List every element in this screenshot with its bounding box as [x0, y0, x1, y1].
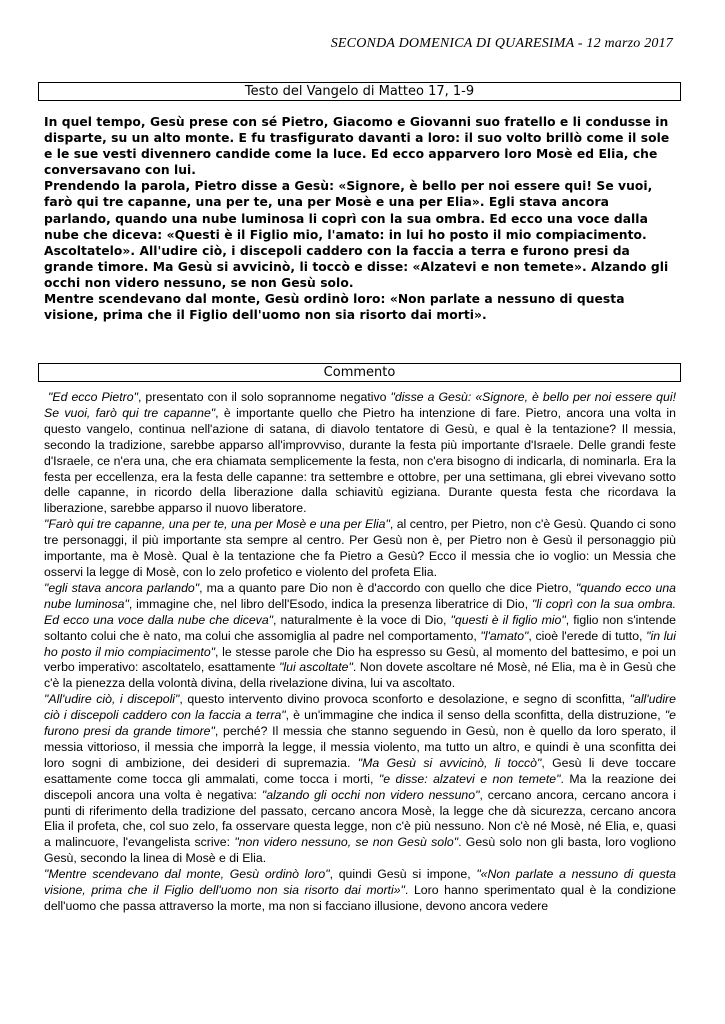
text: . Non dovete ascoltare né Mosè, né Elia, ma è in Gesù che c'è la pienezza della volontà divina, della rivelazione divina, lui va ascoltato.: [44, 660, 676, 691]
gospel-text: [44, 114, 674, 323]
text: , al centro, per Pietro, non c'è Gesù. Quando ci sono tre personaggi, il più importante sta sempre al centro. Per Gesù non è, per Pietro non è Gesù il personaggio più importante, ma è Mosè. Qual è la tentazione che fa Pietro a Gesù? Ecco il messia che io voglio: un Messia che osservi la legge di Mosè, con lo zelo profetico e violento del profeta Elia.: [44, 517, 676, 579]
text: , quindi Gesù si impone,: [329, 867, 477, 882]
text: , immagine che, nel libro dell'Esodo, indica la presenza liberatrice di Dio,: [128, 596, 532, 611]
text: . Ma la reazione dei discepoli ancora una volta è negativa:: [44, 771, 676, 802]
text: , presentato con il solo soprannome negativo: [137, 390, 391, 404]
text: , è un'immagine che indica il senso della sconfitta, della distruzione,: [285, 708, 665, 723]
quote: "«Non parlate a nessuno di questa visione, prima che il Figlio dell'uomo non sia risorto dai morti»": [44, 867, 676, 898]
quote: "All'udire ciò, i discepoli": [44, 692, 180, 707]
quote: "Mentre scendevano dal monte, Gesù ordinò loro": [44, 867, 330, 882]
quote: "lui ascoltate": [279, 660, 353, 675]
text: . Gesù solo non gli basta, loro vogliono Gesù, secondo la linea di Mosè e di Elia.: [44, 835, 676, 866]
text: , è importante quello che Pietro ha intenzione di fare. Pietro, ancora una volta in questo vangelo, continua nell'azione di satana, di diavolo tentatore di Gesù, e qual è la tentazione? Il messia, secondo la tradizione, sarebbe apparso all'improvviso, durante la festa più importante d'Israele. Delle grandi feste d'Israele, ce n'era una, che era chiamata semplicemente la festa, non c'era bisogno di indicarla, di nominarla. Era la festa per eccellenza, era la festa delle capanne: tra settembre e ottobre, per una settimana, gli ebrei vivevano sotto delle capanne, in ricordo della liberazione dalla schiavitù egiziana. Durante questa festa che ricordava la liberazione, sarebbe apparso il nuovo liberatore.: [44, 405, 676, 516]
gospel-paragraph: In quel tempo, Gesù prese con sé Pietro, Giacomo e Giovanni suo fratello e li condusse in disparte, su un alto monte. E fu trasfigurato davanti a loro: il suo volto brillò come il sole e le sue vesti divennero candide come la luce. Ed ecco apparvero loro Mosè ed Elia, che conversavano con lui.: [44, 115, 670, 178]
quote: "egli stava ancora parlando": [44, 580, 200, 595]
quote: "Ed ecco Pietro": [48, 390, 138, 404]
commento-paragraph: [44, 692, 676, 867]
text: , ma a quanto pare Dio non è d'accordo con quello che dice Pietro,: [199, 580, 576, 595]
text: . Loro hanno sperimentato qual è la condizione dell'uomo che passa attraverso la morte, ma non si facciano illusione, devono ancora vedere: [44, 883, 676, 913]
quote: "l'amato": [480, 628, 529, 643]
quote: "e disse: alzatevi e non temete": [378, 771, 561, 786]
quote: "disse a Gesù: «Signore, è bello per noi essere qui! Se vuoi, farò qui tre capanne": [44, 390, 676, 420]
commento-paragraph: [44, 517, 676, 581]
quote: "li coprì con la sua ombra. Ed ecco una voce dalla nube che diceva": [44, 596, 676, 627]
quote: "all'udire ciò i discepoli caddero con la faccia a terra": [44, 692, 676, 723]
quote: "alzando gli occhi non videro nessuno": [261, 787, 480, 802]
quote: "non videro nessuno, se non Gesù solo": [234, 835, 459, 850]
commento-paragraph: [44, 867, 676, 915]
text: , cercano ancora, cercano ancora i punti di riferimento della tradizione del passato, cercano ancora Mosè, la legge che dà sicurezza, cercano ancora Elia il profeta, che, col suo zelo, fa osservare questa legge, non c'è più nessuno. Non c'è né Mosè, né Elia, e, quasi a malincuore, l'evangelista scrive:: [44, 787, 677, 850]
quote: "e furono presi da grande timore": [44, 708, 676, 739]
commento-paragraph: [44, 581, 676, 692]
quote: "quando ecco una nube luminosa": [44, 580, 676, 611]
quote: "Farò qui tre capanne, una per te, una per Mosè e una per Elia": [44, 517, 390, 532]
text: , naturalmente è la voce di Dio,: [273, 612, 451, 627]
text: , questo intervento divino provoca sconforto e desolazione, e segno di sconfitta,: [179, 692, 630, 707]
text: , figlio non s'intende soltanto colui che è nato, ma colui che assomiglia al padre nel comportamento,: [44, 612, 677, 643]
quote: "in lui ho posto il mio compiacimento": [44, 628, 676, 659]
text: , Gesù li deve toccare esattamente come tocca gli ammalati, come tocca i morti,: [44, 755, 676, 786]
commento-paragraph: [44, 390, 676, 517]
gospel-title: Testo del Vangelo di Matteo 17, 1-9: [38, 82, 681, 101]
gospel-paragraph: Mentre scendevano dal monte, Gesù ordinò loro: «Non parlate a nessuno di questa visione, prima che il Figlio dell'uomo non sia risorto dai morti».: [44, 292, 625, 323]
commento-title: Commento: [38, 363, 681, 382]
quote: "Ma Gesù si avvicinò, li toccò": [357, 755, 542, 770]
text: , perché? Il messia che stanno seguendo in Gesù, non è quello da loro sperato, il messia vittorioso, il messia che imporrà la legge, il messia violento, ma tutto un altro, e quindi è una sconfitta dei loro sogni di ambizione, dei desideri di supremazia.: [44, 724, 676, 770]
quote: "questi è il figlio mio": [450, 612, 566, 627]
page-header: SECONDA DOMENICA DI QUARESIMA - 12 marzo 2017: [330, 36, 673, 51]
gospel-paragraph: Prendendo la parola, Pietro disse a Gesù: «Signore, è bello per noi essere qui! Se vuoi, farò qui tre capanne, una per te, una per Mosè e una per Elia». Egli stava ancora parlando, quando una nube luminosa li coprì con la sua ombra. Ed ecco una voce dalla nube che diceva: «Questi è il Figlio mio, l'amato: in lui ho posto il mio compiacimento. Ascoltatelo». All'udire ciò, i discepoli caddero con la faccia a terra e furono presi da grande timore. Ma Gesù si avvicinò, li toccò e disse: «Alzatevi e non temete». Alzando gli occhi non videro nessuno, se non Gesù solo.: [44, 179, 669, 290]
text: , le stesse parole che Dio ha espresso su Gesù, al momento del battesimo, e poi un verbo imperativo: ascoltatelo, esattamente: [44, 644, 676, 675]
commento-text: [44, 390, 676, 915]
text: , cioè l'erede di tutto,: [528, 628, 647, 643]
